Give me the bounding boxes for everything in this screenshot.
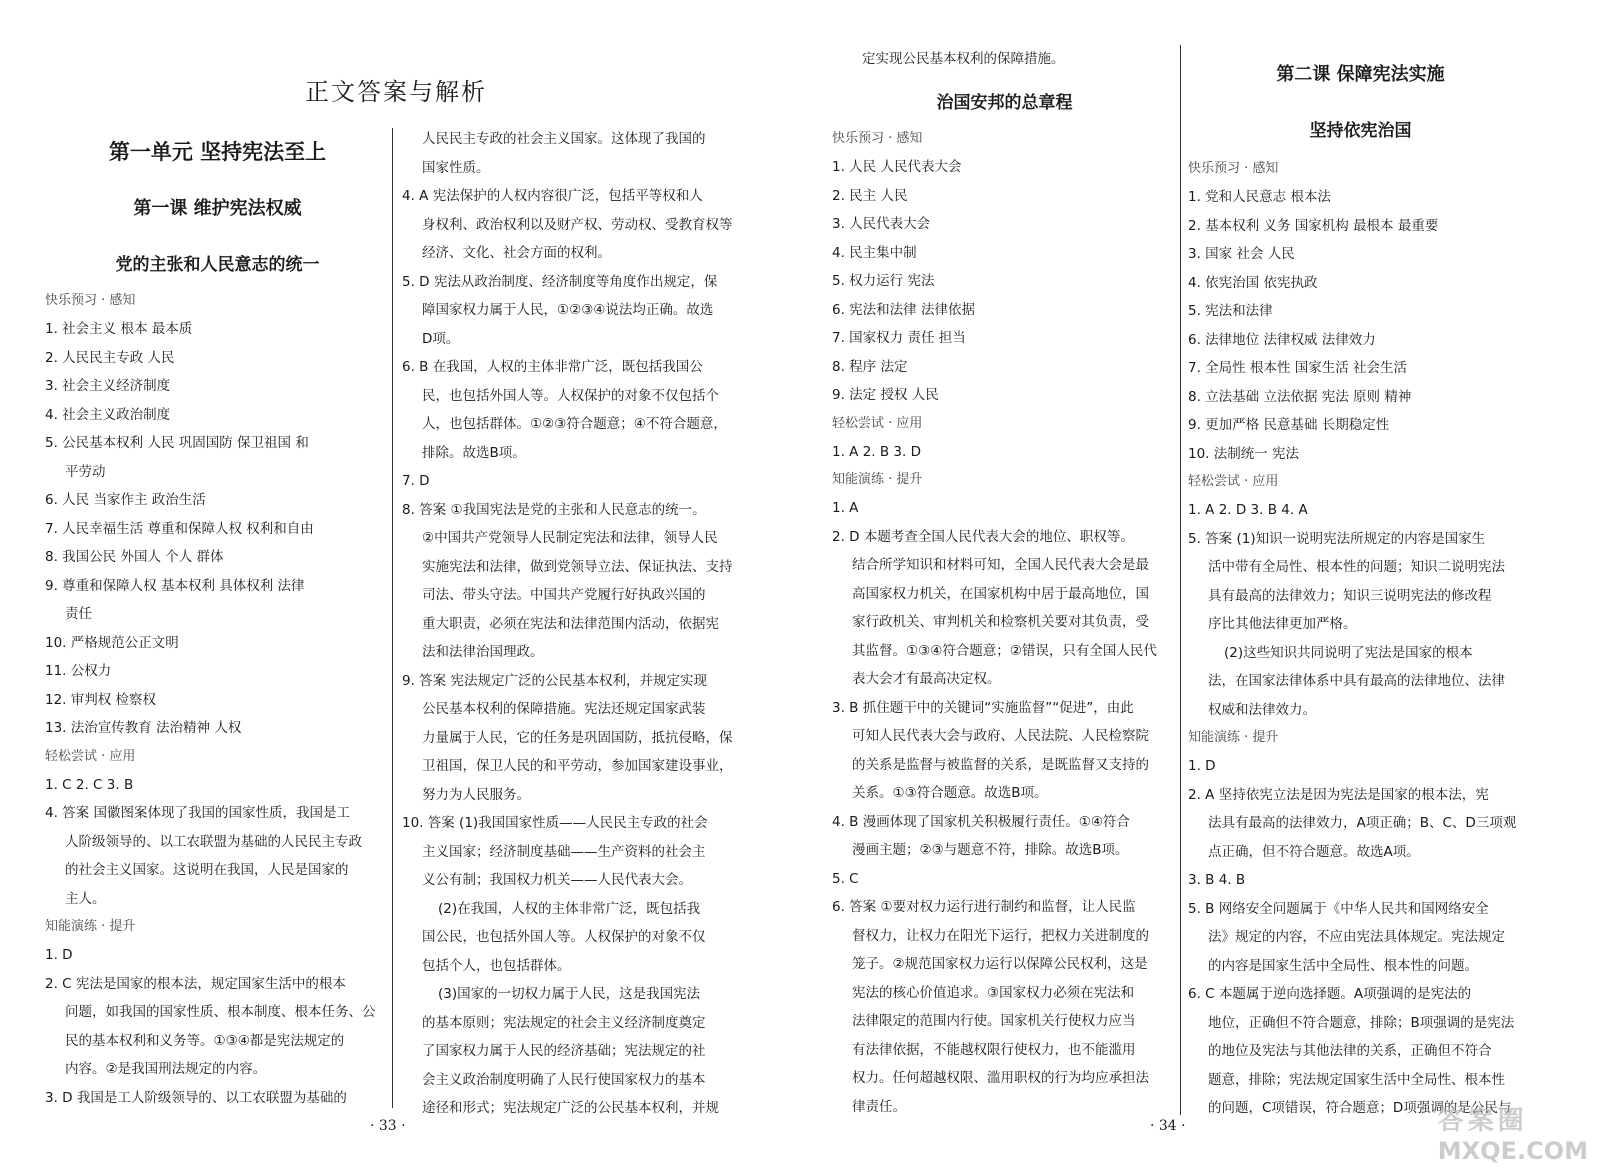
text-line: 6. 人民 当家作主 政治生活 xyxy=(45,492,206,508)
text-line: 4. 答案 国徽图案体现了我国的国家性质，我国是工 xyxy=(45,805,350,821)
watermark xyxy=(1438,1100,1588,1165)
text-line: 4. 依宪治国 依宪执政 xyxy=(1188,274,1318,291)
text-line: 人，也包括群体。①②③符合题意；④不符合题意， xyxy=(422,416,727,432)
right-page xyxy=(810,0,1600,1173)
text-line: 漫画主题；②③与题意不符，排除。故选B项。 xyxy=(852,842,1129,858)
text-line: 排除。故选B项。 xyxy=(422,444,526,461)
text-line: 司法、带头守法。中国共产党履行好执政兴国的 xyxy=(422,587,706,603)
text-line: 7. 人民幸福生活 尊重和保障人权 权利和自由 xyxy=(45,520,314,537)
section-label: 快乐预习 · 感知 xyxy=(45,293,136,308)
text-line: 法具有最高的法律效力，A项正确；B、C、D三项观 xyxy=(1208,815,1517,831)
text-line: 3. B 抓住题干中的关键词“实施监督”“促进”，由此 xyxy=(832,699,1134,716)
text-line: 10. 法制统一 宪法 xyxy=(1188,445,1300,462)
text-line: 8. 程序 法定 xyxy=(832,358,908,375)
text-line: 6. B 在我国，人权的主体非常广泛，既包括我国公 xyxy=(402,359,703,375)
text-line: 6. 答案 ①要对权力运行进行制约和监督，让人民监 xyxy=(832,899,1136,915)
text-line: 1. A 2. B 3. D xyxy=(832,443,921,460)
text-line: 5. 公民基本权利 人民 巩固国防 保卫祖国 和 xyxy=(45,435,309,451)
text-line: 7. 国家权力 责任 担当 xyxy=(832,330,966,346)
text-line: 地位，正确但不符合题意，排除；B项强调的是宪法 xyxy=(1208,1014,1515,1031)
text-line: 10. 答案 (1)我国国家性质——人民民主专政的社会 xyxy=(402,815,708,831)
text-line: 题意，排除；宪法规定国家生活中全局性、根本性 xyxy=(1208,1071,1505,1088)
section-label: 知能演练 · 提升 xyxy=(832,472,923,487)
text-line: 2. D 本题考查全国人民代表大会的地位、职权等。 xyxy=(832,528,1134,545)
text-line: 人阶级领导的、以工农联盟为基础的人民民主专政 xyxy=(65,833,362,850)
lesson-heading: 第二课 保障宪法实施 xyxy=(1276,64,1445,85)
text-line: 3. B 4. B xyxy=(1188,872,1246,888)
section-label: 快乐预习 · 感知 xyxy=(832,131,923,146)
text-line: 1. 社会主义 根本 最本质 xyxy=(45,321,193,337)
text-line: 2. C 宪法是国家的根本法，规定国家生活中的根本 xyxy=(45,975,346,992)
page-title: 正文答案与解析 xyxy=(305,78,487,106)
text-line: 1. 党和人民意志 根本法 xyxy=(1188,189,1331,205)
text-line: 法》规定的内容，不应由宪法具体规定。宪法规定 xyxy=(1208,929,1505,945)
text-line: 卫祖国，保卫人民的和平劳动，参加国家建设事业， xyxy=(422,758,733,774)
text-line: 高国家权力机关，在国家机构中居于最高地位，国 xyxy=(852,585,1149,602)
text-line: 律责任。 xyxy=(852,1098,906,1115)
text-line: 民，也包括外国人等。人权保护的对象不仅包括个 xyxy=(422,387,719,404)
text-line: 权威和法律效力。 xyxy=(1208,701,1316,718)
text-line: 5. 权力运行 宪法 xyxy=(832,273,935,289)
text-line: 2. A 坚持依宪立法是因为宪法是国家的根本法，宪 xyxy=(1188,786,1489,803)
text-line: 笼子。②规范国家权力运行以保障公民权利，这是 xyxy=(852,956,1148,972)
text-line: 经济、文化、社会方面的权利。 xyxy=(422,245,611,261)
text-line: 13. 法治宣传教育 法治精神 人权 xyxy=(45,720,242,736)
text-line: 9. 更加严格 民意基础 长期稳定性 xyxy=(1188,417,1390,433)
text-line: 努力为人民服务。 xyxy=(422,786,530,803)
text-line: 重大职责，必须在宪法和法律范围内活动，依据宪 xyxy=(422,615,719,632)
watermark-text: MXQE.COM xyxy=(1437,1137,1588,1165)
text-line: 3. 国家 社会 人民 xyxy=(1188,246,1295,262)
text-line: D项。 xyxy=(422,330,460,347)
text-line: 主人。 xyxy=(65,890,106,907)
section-label: 轻松尝试 · 应用 xyxy=(1188,474,1279,489)
text-line: 7. D xyxy=(402,473,430,489)
left-page xyxy=(0,0,790,1173)
text-line: 6. 法律地位 法律权威 法律效力 xyxy=(1188,331,1376,348)
text-line: 其监督。①③④符合题意；②错误，只有全国人民代 xyxy=(852,642,1157,659)
text-line: 6. C 本题属于逆向选择题。A项强调的是宪法的 xyxy=(1188,986,1472,1002)
text-line: (3)国家的一切权力属于人民，这是我国宪法 xyxy=(438,986,701,1002)
text-line: (2)这些知识共同说明了宪法是国家的根本 xyxy=(1224,644,1473,661)
text-line: 公民基本权利的保障措施。宪法还规定国家武装 xyxy=(422,701,706,717)
text-line: 2. 人民民主专政 人民 xyxy=(45,349,175,366)
text-line: 督权力，让权力在阳光下运行，把权力关进制度的 xyxy=(852,927,1149,944)
text-line: ②中国共产党领导人民制定宪法和法律，领导人民 xyxy=(422,530,718,546)
text-line: 7. 全局性 根本性 国家生活 社会生活 xyxy=(1188,360,1408,376)
section-label: 知能演练 · 提升 xyxy=(1188,730,1279,745)
text-line: 3. D 我国是工人阶级领导的、以工农联盟为基础的 xyxy=(45,1089,347,1106)
text-line: 力量属于人民，它的任务是巩固国防，抵抗侵略，保 xyxy=(422,729,733,746)
text-line: 民的基本权利和义务等。①③④都是宪法规定的 xyxy=(65,1032,345,1049)
text-line: 国公民，也包括外国人等。人权保护的对象不仅 xyxy=(422,929,706,945)
text-line: 1. 人民 人民代表大会 xyxy=(832,159,962,175)
text-line: 家行政机关、审判机关和检察机关要对其负责，受 xyxy=(852,614,1149,630)
text-line: 人民民主专政的社会主义国家。这体现了我国的 xyxy=(422,131,706,147)
text-line: 12. 审判权 检察权 xyxy=(45,691,157,708)
text-line: 表大会才有最高决定权。 xyxy=(852,671,1001,687)
text-line: 法，在国家法律体系中具有最高的法律地位、法律 xyxy=(1208,673,1505,689)
text-line: 1. D xyxy=(45,947,73,963)
text-line: 宪法的核心价值追求。③国家权力必须在宪法和 xyxy=(852,984,1135,1001)
text-line: 9. 答案 宪法规定广泛的公民基本权利，并规定实现 xyxy=(402,672,707,689)
text-line: 可知人民代表大会与政府、人民法院、人民检察院 xyxy=(852,728,1149,744)
text-line: (2)在我国，人权的主体非常广泛，既包括我 xyxy=(438,900,701,917)
text-line: 4. 社会主义政治制度 xyxy=(45,406,171,423)
text-line: 障国家权力属于人民，①②③④说法均正确。故选 xyxy=(422,302,714,318)
text-line: 责任 xyxy=(65,606,92,622)
text-line: 11. 公权力 xyxy=(45,663,112,679)
text-line: 9. 法定 授权 人民 xyxy=(832,387,939,403)
text-line: 9. 尊重和保障人权 基本权利 具体权利 法律 xyxy=(45,577,305,594)
left-column-2 xyxy=(402,125,747,1123)
text-line: 点正确，但不符合题意。故选A项。 xyxy=(1208,843,1420,860)
text-line: 包括个人，也包括群体。 xyxy=(422,957,571,974)
text-line: 权力。任何超越权限、滥用职权的行为均应承担法 xyxy=(852,1070,1149,1086)
continued-line: 定实现公民基本权利的保障措施。 xyxy=(862,51,1065,67)
topic-heading: 党的主张和人民意志的统一 xyxy=(115,255,320,275)
text-line: 途径和形式；宪法规定广泛的公民基本权利，并规 xyxy=(422,1100,719,1116)
topic-heading: 治国安邦的总章程 xyxy=(936,93,1073,113)
section-label: 轻松尝试 · 应用 xyxy=(832,415,923,431)
text-line: 的社会主义国家。这说明在我国，人民是国家的 xyxy=(65,862,349,878)
text-line: 10. 严格规范公正文明 xyxy=(45,634,179,651)
text-line: 法律限定的范围内行使。国家机关行使权力应当 xyxy=(852,1013,1136,1029)
text-line: 身权利、政治权利以及财产权、劳动权、受教育权等 xyxy=(422,216,733,233)
text-line: 3. 社会主义经济制度 xyxy=(45,378,171,394)
text-line: 2. 民主 人民 xyxy=(832,187,908,204)
text-line: 5. 宪法和法律 xyxy=(1188,303,1273,319)
text-line: 5. C xyxy=(832,870,859,887)
section-label: 知能演练 · 提升 xyxy=(45,919,136,934)
text-line: 序比其他法律更加严格。 xyxy=(1208,616,1357,632)
text-line: 国家性质。 xyxy=(422,159,490,176)
text-line: 具有最高的法律效力；知识三说明宪法的修改程 xyxy=(1208,587,1492,604)
page-number: · 34 · xyxy=(1150,1118,1186,1134)
text-line: 6. 宪法和法律 法律依据 xyxy=(832,301,975,318)
text-line: 5. B 网络安全问题属于《中华人民共和国网络安全 xyxy=(1188,900,1489,917)
topic-heading: 坚持依宪治国 xyxy=(1309,121,1412,141)
text-line: 5. D 宪法从政治制度、经济制度等角度作出规定，保 xyxy=(402,273,718,290)
text-line: 关系。①③符合题意。故选B项。 xyxy=(852,785,1048,801)
watermark-top: 答案圈 xyxy=(1437,1106,1528,1136)
section-label: 轻松尝试 · 应用 xyxy=(45,748,136,764)
text-line: 义公有制；我国权力机关——人民代表大会。 xyxy=(422,872,692,888)
text-line: 1. A xyxy=(832,500,859,516)
text-line: 2. 基本权利 义务 国家机构 最根本 最重要 xyxy=(1188,217,1439,234)
text-line: 的关系是监督与被监督的关系，是既监督又支持的 xyxy=(852,756,1149,773)
text-line: 有法律依据，不能越权限行使权力，也不能滥用 xyxy=(852,1041,1136,1058)
text-line: 主义国家；经济制度基础——生产资料的社会主 xyxy=(422,843,706,860)
text-line: 了国家权力属于人民的经济基础；宪法规定的社 xyxy=(422,1043,706,1059)
text-line: 4. A 宪法保护的人权内容很广泛，包括平等权和人 xyxy=(402,188,703,204)
text-line: 8. 答案 ①我国宪法是党的主张和人民意志的统一。 xyxy=(402,501,706,518)
section-label: 快乐预习 · 感知 xyxy=(1188,161,1279,176)
text-line: 的地位及宪法与其他法律的关系，正确但不符合 xyxy=(1208,1043,1492,1059)
text-line: 1. C 2. C 3. B xyxy=(45,776,134,793)
text-line: 8. 我国公民 外国人 个人 群体 xyxy=(45,549,224,565)
text-line: 内容。②是我国刑法规定的内容。 xyxy=(65,1061,267,1077)
text-line: 4. B 漫画体现了国家机关积极履行责任。①④符合 xyxy=(832,813,1130,830)
column-divider xyxy=(1180,45,1181,1115)
text-line: 1. D xyxy=(1188,758,1216,774)
text-line: 会主义政治制度明确了人民行使国家权力的基本 xyxy=(422,1071,706,1088)
text-line: 的问题，C项错误，符合题意；D项强调的是公民与 xyxy=(1208,1100,1512,1116)
unit-heading: 第一单元 坚持宪法至上 xyxy=(108,139,327,164)
text-line: 3. 人民代表大会 xyxy=(832,216,931,232)
lesson-heading: 第一课 维护宪法权威 xyxy=(133,198,302,219)
text-line: 8. 立法基础 立法依据 宪法 原则 精神 xyxy=(1188,388,1412,405)
text-line: 实施宪法和法律，做到党领导立法、保证执法、支持 xyxy=(422,558,733,575)
page-number: · 33 · xyxy=(370,1118,406,1134)
column-divider xyxy=(392,128,393,1108)
text-line: 5. 答案 (1)知识一说明宪法所规定的内容是国家生 xyxy=(1188,530,1486,547)
text-line: 活中带有全局性、根本性的问题；知识二说明宪法 xyxy=(1208,559,1505,575)
text-line: 问题，如我国的国家性质、根本制度、根本任务、公 xyxy=(65,1004,376,1020)
text-line: 法和法律治国理政。 xyxy=(422,644,544,660)
text-line: 结合所学知识和材料可知，全国人民代表大会是最 xyxy=(852,557,1149,573)
text-line: 4. 民主集中制 xyxy=(832,244,917,261)
text-line: 的内容是国家生活中全局性、根本性的问题。 xyxy=(1208,957,1478,974)
text-line: 平劳动 xyxy=(65,463,106,480)
text-line: 的基本原则；宪法规定的社会主义经济制度奠定 xyxy=(422,1014,706,1031)
text-line: 1. A 2. D 3. B 4. A xyxy=(1188,502,1308,518)
